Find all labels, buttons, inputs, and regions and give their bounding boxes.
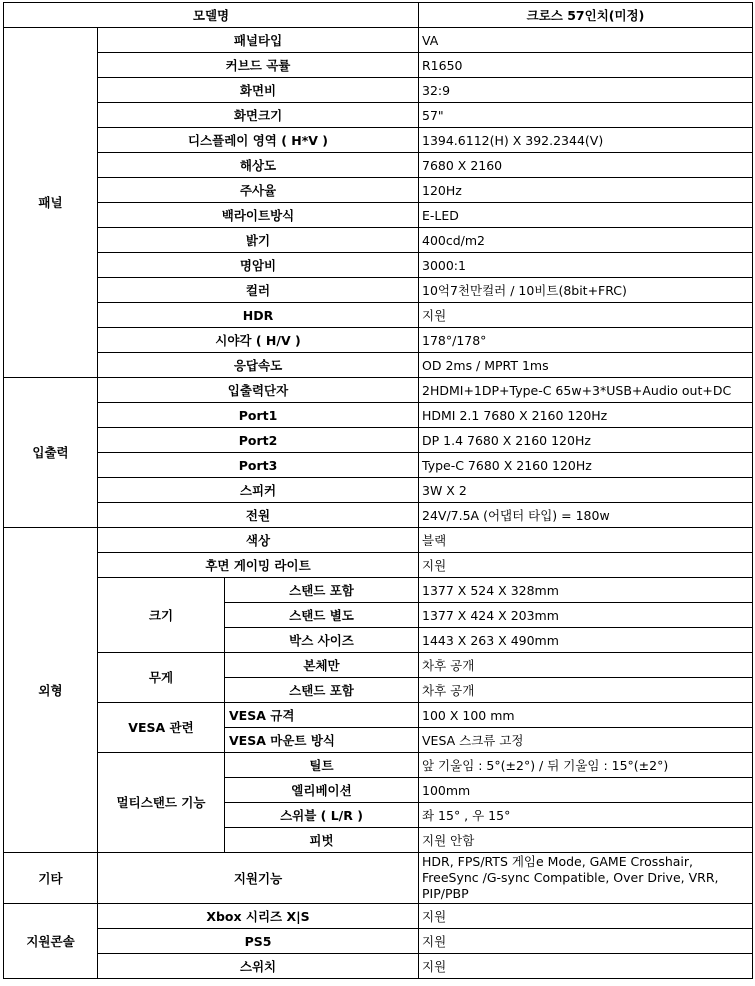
spec-label: 지원기능 xyxy=(98,853,419,904)
group-label-console: 지원콘솔 xyxy=(4,904,98,979)
spec-value: 블랙 xyxy=(419,528,753,553)
spec-row xyxy=(4,28,753,53)
spec-label: Port3 xyxy=(98,453,419,478)
spec-row xyxy=(4,228,753,253)
spec-label: 틸트 xyxy=(225,753,419,778)
header-product-name: 크로스 57인치(미정) xyxy=(419,3,753,28)
spec-value: 지원 안함 xyxy=(419,828,753,853)
spec-row xyxy=(4,428,753,453)
spec-label: 후면 게이밍 라이트 xyxy=(98,553,419,578)
spec-row xyxy=(4,53,753,78)
spec-value: 지원 xyxy=(419,303,753,328)
spec-label: 해상도 xyxy=(98,153,419,178)
spec-row xyxy=(4,528,753,553)
spec-value: 57" xyxy=(419,103,753,128)
spec-value: 지원 xyxy=(419,904,753,929)
spec-row xyxy=(4,203,753,228)
spec-value: 1443 X 263 X 490mm xyxy=(419,628,753,653)
spec-value: 2HDMI+1DP+Type-C 65w+3*USB+Audio out+DC xyxy=(419,378,753,403)
spec-value: 차후 공개 xyxy=(419,653,753,678)
spec-value: HDR, FPS/RTS 게임e Mode, GAME Crosshair, FreeSync /G-sync Compatible, Over Drive, VRR, PIP/PBP xyxy=(419,853,753,904)
spec-row xyxy=(4,453,753,478)
spec-value: 100 X 100 mm xyxy=(419,703,753,728)
spec-label: 응답속도 xyxy=(98,353,419,378)
spec-label: 명암비 xyxy=(98,253,419,278)
spec-row xyxy=(4,503,753,528)
spec-row xyxy=(4,128,753,153)
spec-label: 스위블 ( L/R ) xyxy=(225,803,419,828)
spec-label: 스탠드 포함 xyxy=(225,678,419,703)
spec-label: 주사율 xyxy=(98,178,419,203)
spec-value: VESA 스크류 고정 xyxy=(419,728,753,753)
spec-row xyxy=(4,703,753,728)
spec-row xyxy=(4,253,753,278)
spec-label: Port2 xyxy=(98,428,419,453)
spec-label: VESA 마운트 방식 xyxy=(225,728,419,753)
spec-value: E-LED xyxy=(419,203,753,228)
spec-value: 지원 xyxy=(419,553,753,578)
spec-label: Xbox 시리즈 X|S xyxy=(98,904,419,929)
header-row xyxy=(4,3,753,28)
spec-row xyxy=(4,653,753,678)
spec-label: HDR xyxy=(98,303,419,328)
spec-row xyxy=(4,153,753,178)
spec-label: 피벗 xyxy=(225,828,419,853)
spec-value: OD 2ms / MPRT 1ms xyxy=(419,353,753,378)
spec-value: 3000:1 xyxy=(419,253,753,278)
subgroup-label-vesa: VESA 관련 xyxy=(98,703,225,753)
spec-row xyxy=(4,353,753,378)
spec-label: 스위치 xyxy=(98,954,419,979)
spec-label: 디스플레이 영역 ( H*V ) xyxy=(98,128,419,153)
group-label-io: 입출력 xyxy=(4,378,98,528)
spec-value: 1394.6112(H) X 392.2344(V) xyxy=(419,128,753,153)
spec-label: 커브드 곡률 xyxy=(98,53,419,78)
spec-value: 120Hz xyxy=(419,178,753,203)
spec-row xyxy=(4,478,753,503)
spec-row xyxy=(4,78,753,103)
spec-label: 컬러 xyxy=(98,278,419,303)
group-label-etc: 기타 xyxy=(4,853,98,904)
spec-value: Type-C 7680 X 2160 120Hz xyxy=(419,453,753,478)
spec-value: 앞 기울임 : 5°(±2°) / 뒤 기울임 : 15°(±2°) xyxy=(419,753,753,778)
spec-row xyxy=(4,403,753,428)
spec-label: 엘리베이션 xyxy=(225,778,419,803)
spec-row xyxy=(4,103,753,128)
spec-value: 10억7천만컬러 / 10비트(8bit+FRC) xyxy=(419,278,753,303)
spec-value: 7680 X 2160 xyxy=(419,153,753,178)
spec-row xyxy=(4,178,753,203)
spec-row xyxy=(4,578,753,603)
spec-label: 밝기 xyxy=(98,228,419,253)
spec-value: R1650 xyxy=(419,53,753,78)
spec-value: HDMI 2.1 7680 X 2160 120Hz xyxy=(419,403,753,428)
spec-row xyxy=(4,929,753,954)
header-model-label: 모델명 xyxy=(4,3,419,28)
spec-row xyxy=(4,954,753,979)
spec-label: 박스 사이즈 xyxy=(225,628,419,653)
spec-value: 차후 공개 xyxy=(419,678,753,703)
spec-value: 1377 X 424 X 203mm xyxy=(419,603,753,628)
spec-row xyxy=(4,853,753,904)
spec-value: 32:9 xyxy=(419,78,753,103)
group-label-panel: 패널 xyxy=(4,28,98,378)
spec-label: 화면크기 xyxy=(98,103,419,128)
spec-label: 전원 xyxy=(98,503,419,528)
spec-label: 화면비 xyxy=(98,78,419,103)
spec-value: 1377 X 524 X 328mm xyxy=(419,578,753,603)
spec-value: 400cd/m2 xyxy=(419,228,753,253)
spec-value: 24V/7.5A (어댑터 타입) = 180w xyxy=(419,503,753,528)
spec-value: VA xyxy=(419,28,753,53)
spec-row xyxy=(4,278,753,303)
spec-label: 스탠드 포함 xyxy=(225,578,419,603)
spec-row xyxy=(4,378,753,403)
spec-table xyxy=(3,2,753,979)
spec-row xyxy=(4,553,753,578)
spec-label: 입출력단자 xyxy=(98,378,419,403)
spec-label: 색상 xyxy=(98,528,419,553)
spec-label: 스탠드 별도 xyxy=(225,603,419,628)
spec-label: Port1 xyxy=(98,403,419,428)
spec-label: 백라이트방식 xyxy=(98,203,419,228)
spec-row xyxy=(4,328,753,353)
spec-value: DP 1.4 7680 X 2160 120Hz xyxy=(419,428,753,453)
spec-label: VESA 규격 xyxy=(225,703,419,728)
spec-value: 178°/178° xyxy=(419,328,753,353)
spec-label: 패널타입 xyxy=(98,28,419,53)
spec-label: PS5 xyxy=(98,929,419,954)
spec-row xyxy=(4,753,753,778)
spec-value: 지원 xyxy=(419,954,753,979)
spec-value: 지원 xyxy=(419,929,753,954)
spec-label: 시야각 ( H/V ) xyxy=(98,328,419,353)
subgroup-label-weight: 무게 xyxy=(98,653,225,703)
subgroup-label-size: 크기 xyxy=(98,578,225,653)
spec-row xyxy=(4,303,753,328)
subgroup-label-stand: 멀티스탠드 기능 xyxy=(98,753,225,853)
spec-row xyxy=(4,904,753,929)
spec-value: 3W X 2 xyxy=(419,478,753,503)
spec-label: 스피커 xyxy=(98,478,419,503)
spec-value: 100mm xyxy=(419,778,753,803)
group-label-exterior: 외형 xyxy=(4,528,98,853)
spec-value: 좌 15° , 우 15° xyxy=(419,803,753,828)
spec-label: 본체만 xyxy=(225,653,419,678)
